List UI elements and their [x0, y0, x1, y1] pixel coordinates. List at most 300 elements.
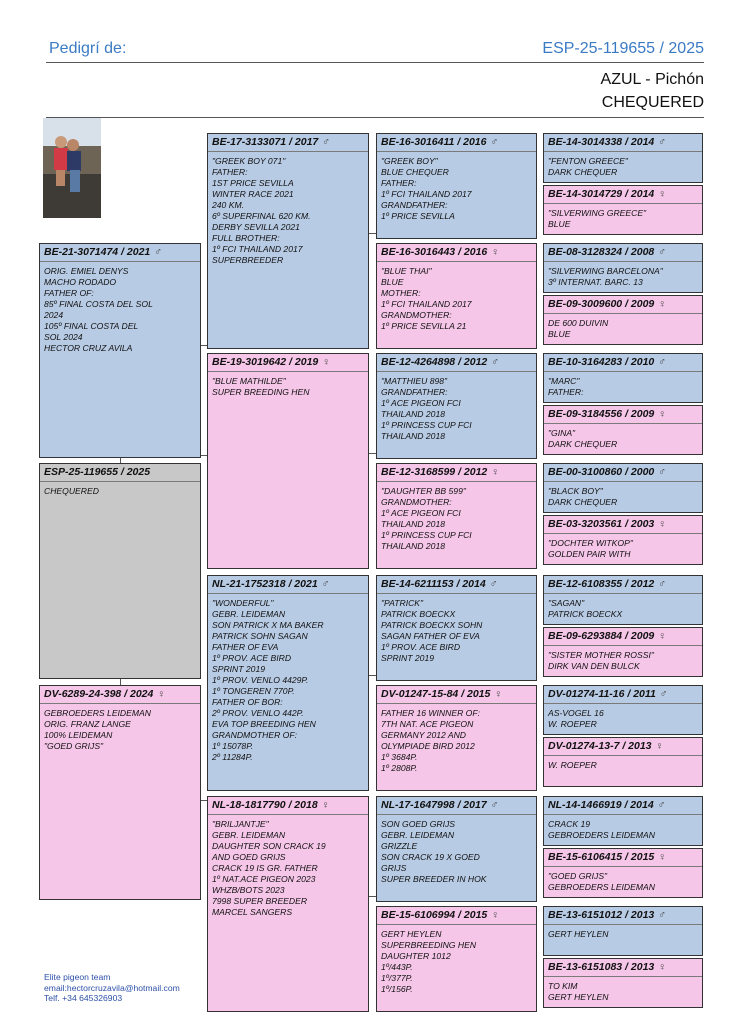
great-great-grandparent-info: [544, 815, 702, 841]
great-great-grandparent-info-line: DIRK VAN DEN BULCK: [548, 661, 640, 671]
great-grandparent-info-line: SUPER BREEDER IN HOK: [381, 874, 487, 884]
female-symbol-icon: ♀: [491, 246, 500, 258]
tree-connector-line: [369, 675, 376, 676]
great-great-grandparent-info-line: PATRICK BOECKX: [548, 609, 623, 619]
sire-ring-text: BE-21-3071474 / 2021: [44, 246, 151, 258]
great-grandparent-info-line: GRANDFATHER:: [381, 387, 448, 397]
great-grandparent-info: [377, 482, 536, 552]
great-great-grandparent-info-line: "MARC": [548, 376, 580, 386]
grandparent-ring-number: [208, 797, 368, 815]
great-grandparent-info-line: 1º/377P.: [381, 973, 413, 983]
grandparent-info-line: FATHER OF BOR:: [212, 697, 283, 707]
great-great-grandparent-info-line: TO KIM: [548, 981, 578, 991]
great-great-grandparent-card: [543, 848, 703, 898]
great-great-grandparent-info: [544, 482, 702, 508]
tree-connector-line: [120, 458, 121, 463]
female-symbol-icon: ♀: [655, 740, 664, 752]
great-grandparent-info-line: 1º FCI THAILAND 2017: [381, 299, 472, 309]
female-symbol-icon: ♀: [491, 466, 500, 478]
great-grandparent-info-line: GERMANY 2012 AND: [381, 730, 467, 740]
great-great-grandparent-card: [543, 405, 703, 455]
header-pattern: CHEQUERED: [601, 94, 704, 111]
great-great-grandparent-ring-text: BE-13-6151012 / 2013: [548, 909, 655, 921]
great-grandparent-info-line: 1º 3684P.: [381, 752, 418, 762]
great-great-grandparent-ring-number: [544, 576, 702, 594]
great-grandparent-ring-number: [377, 797, 536, 815]
great-great-grandparent-ring-text: BE-08-3128324 / 2008: [548, 246, 655, 258]
great-grandparent-ring-number: [377, 907, 536, 925]
great-great-grandparent-info: [544, 756, 702, 771]
great-great-grandparent-ring-number: [544, 464, 702, 482]
great-great-grandparent-ring-number: [544, 406, 702, 424]
great-grandparent-info-line: 1º ACE PIGEON FCI: [381, 398, 461, 408]
great-grandparent-ring-number: [377, 576, 536, 594]
sire-info: [40, 262, 200, 354]
great-grandparent-info-line: SUPERBREEDING HEN: [381, 940, 477, 950]
great-great-grandparent-info: [544, 704, 702, 730]
grandparent-info-line: 1º PROV. VENLO 4429P.: [212, 675, 309, 685]
great-grandparent-info: [377, 152, 536, 222]
grandparent-info-line: SON PATRICK X MA BAKER: [212, 620, 324, 630]
grandparent-info: [208, 372, 368, 398]
tree-connector-line: [201, 800, 207, 801]
great-great-grandparent-info: [544, 867, 702, 893]
great-great-grandparent-info: [544, 594, 702, 620]
pedigree-title: Pedigrí de:: [49, 40, 127, 57]
grandparent-info-line: FATHER OF EVA: [212, 642, 279, 652]
great-grandparent-info-line: "MATTHIEU 898": [381, 376, 448, 386]
great-grandparent-info: [377, 704, 536, 774]
female-symbol-icon: ♀: [494, 688, 503, 700]
grandparent-info-line: "BLUE MATHILDE": [212, 376, 286, 386]
great-great-grandparent-card: [543, 685, 703, 735]
great-great-grandparent-info: [544, 204, 702, 230]
great-grandparent-info: [377, 594, 536, 664]
grandparent-info-line: GEBR. LEIDEMAN: [212, 609, 286, 619]
tree-connector-line: [201, 345, 207, 346]
great-grandparent-info-line: "GREEK BOY": [381, 156, 438, 166]
great-great-grandparent-ring-text: BE-14-3014338 / 2014: [548, 136, 655, 148]
grandparent-info-line: 2º PROV. VENLO 442P.: [212, 708, 304, 718]
grandparent-info-line: CRACK 19 IS GR. FATHER: [212, 863, 318, 873]
great-great-grandparent-info-line: W. ROEPER: [548, 719, 597, 729]
subject-pattern: CHEQUERED: [44, 486, 99, 496]
female-symbol-icon: ♀: [322, 356, 331, 368]
great-great-grandparent-info-line: "DOCHTER WITKOP": [548, 538, 633, 548]
great-grandparent-card: [376, 353, 537, 459]
great-grandparent-ring-number: [377, 244, 536, 262]
great-grandparent-ring-text: BE-14-6211153 / 2014: [381, 578, 486, 590]
header-ring-number: ESP-25-119655 / 2025: [542, 40, 704, 57]
great-grandparent-info-line: "DAUGHTER BB 599": [381, 486, 466, 496]
sire-info-line: 85º FINAL COSTA DEL SOL: [44, 299, 153, 309]
great-grandparent-info-line: 1º/156P.: [381, 984, 413, 994]
great-grandparent-info-line: BLUE CHEQUER: [381, 167, 449, 177]
great-grandparent-info-line: SPRINT 2019: [381, 653, 435, 663]
grandparent-ring-text: BE-17-3133071 / 2017: [212, 136, 319, 148]
great-great-grandparent-ring-number: [544, 134, 702, 152]
sire-info-line: SOL 2024: [44, 332, 83, 342]
great-grandparent-card: [376, 243, 537, 349]
female-symbol-icon: ♀: [658, 408, 667, 420]
sire-info-line: ORIG. EMIEL DENYS: [44, 266, 129, 276]
great-great-grandparent-ring-number: [544, 244, 702, 262]
great-great-grandparent-ring-text: BE-12-6108355 / 2012: [548, 578, 655, 590]
great-great-grandparent-info: [544, 152, 702, 178]
great-great-grandparent-card: [543, 906, 703, 956]
great-grandparent-info-line: SON GOED GRIJS: [381, 819, 456, 829]
sire-info-line: FATHER OF:: [44, 288, 94, 298]
grandparent-info-line: WHZB/BOTS 2023: [212, 885, 285, 895]
dam-info-line: ORIG. FRANZ LANGE: [44, 719, 131, 729]
great-great-grandparent-card: [543, 353, 703, 403]
grandparent-info-line: FATHER:: [212, 167, 248, 177]
great-grandparent-card: [376, 575, 537, 681]
grandparent-info-line: DAUGHTER SON CRACK 19: [212, 841, 326, 851]
grandparent-card: [207, 353, 369, 569]
great-great-grandparent-info: [544, 534, 702, 560]
great-great-grandparent-info-line: GEBROEDERS LEIDEMAN: [548, 882, 655, 892]
great-grandparent-info-line: 1º/443P.: [381, 962, 413, 972]
great-great-grandparent-ring-text: BE-14-3014729 / 2014: [548, 188, 655, 200]
great-grandparent-card: [376, 133, 537, 239]
great-great-grandparent-ring-number: [544, 186, 702, 204]
great-great-grandparent-info-line: "FENTON GREECE": [548, 156, 628, 166]
great-grandparent-card: [376, 463, 537, 569]
male-symbol-icon: ♂: [657, 799, 666, 811]
great-great-grandparent-ring-number: [544, 354, 702, 372]
grandparent-ring-number: [208, 134, 368, 152]
grandparent-info-line: 1º 15078P.: [212, 741, 254, 751]
great-great-grandparent-ring-number: [544, 738, 702, 756]
male-symbol-icon: ♂: [154, 246, 163, 258]
sire-info-line: 2024: [44, 310, 64, 320]
great-grandparent-info-line: GEBR. LEIDEMAN: [381, 830, 455, 840]
great-grandparent-info-line: 1º PRICE SEVILLA 21: [381, 321, 467, 331]
subject-card: [39, 463, 201, 679]
great-great-grandparent-card: [543, 627, 703, 677]
great-great-grandparent-info-line: "SISTER MOTHER ROSSI": [548, 650, 654, 660]
pedigree-sheet: [6, 0, 744, 1024]
great-great-grandparent-info-line: DARK CHEQUER: [548, 497, 618, 507]
dam-ring-text: DV-6289-24-398 / 2024: [44, 688, 154, 700]
great-grandparent-info-line: GRANDFATHER:: [381, 200, 448, 210]
grandparent-info-line: 1º NAT.ACE PIGEON 2023: [212, 874, 316, 884]
header-divider: [46, 62, 704, 63]
grandparent-card: [207, 796, 369, 1012]
sire-card: [39, 243, 201, 458]
dam-card: [39, 685, 201, 900]
grandparent-info-line: 1º TONGEREN 770P.: [212, 686, 295, 696]
great-great-grandparent-card: [543, 796, 703, 846]
male-symbol-icon: ♂: [490, 136, 499, 148]
great-grandparent-info-line: 1º 2808P.: [381, 763, 418, 773]
great-great-grandparent-info-line: "GINA": [548, 428, 576, 438]
grandparent-info-line: MARCEL SANGERS: [212, 907, 293, 917]
grandparent-info-line: WINTER RACE 2021: [212, 189, 294, 199]
great-grandparent-card: [376, 906, 537, 1012]
great-grandparent-info-line: 1º PRINCESS CUP FCI: [381, 420, 472, 430]
female-symbol-icon: ♀: [658, 188, 667, 200]
tree-connector-line: [369, 233, 376, 234]
great-great-grandparent-info: [544, 925, 702, 940]
grandparent-info-line: 1º FCI THAILAND 2017: [212, 244, 303, 254]
great-grandparent-info-line: GERT HEYLEN: [381, 929, 442, 939]
grandparent-info-line: 1º PROV. ACE BIRD: [212, 653, 292, 663]
sire-ring-number: [40, 244, 200, 262]
great-grandparent-card: [376, 796, 537, 902]
great-grandparent-info-line: SON CRACK 19 X GOED: [381, 852, 480, 862]
grandparent-info-line: FULL BROTHER:: [212, 233, 280, 243]
grandparent-info-line: GRANDMOTHER OF:: [212, 730, 297, 740]
great-great-grandparent-info-line: GERT HEYLEN: [548, 929, 609, 939]
male-symbol-icon: ♂: [489, 578, 498, 590]
great-great-grandparent-info-line: "BLACK BOY": [548, 486, 603, 496]
female-symbol-icon: ♀: [658, 630, 667, 642]
male-symbol-icon: ♂: [658, 356, 667, 368]
great-grandparent-info-line: MOTHER:: [381, 288, 421, 298]
grandparent-info-line: DERBY SEVILLA 2021: [212, 222, 300, 232]
great-great-grandparent-info-line: GOLDEN PAIR WITH: [548, 549, 631, 559]
grandparent-info: [208, 152, 368, 266]
great-great-grandparent-info-line: DARK CHEQUER: [548, 439, 618, 449]
grandparent-info: [208, 815, 368, 918]
great-grandparent-info-line: THAILAND 2018: [381, 541, 446, 551]
great-great-grandparent-ring-number: [544, 907, 702, 925]
female-symbol-icon: ♀: [658, 518, 667, 530]
great-great-grandparent-info: [544, 646, 702, 672]
great-grandparent-info: [377, 372, 536, 442]
grandparent-card: [207, 133, 369, 349]
great-grandparent-info-line: SAGAN FATHER OF EVA: [381, 631, 480, 641]
great-great-grandparent-info-line: "GOED GRIJS": [548, 871, 608, 881]
great-great-grandparent-info: [544, 372, 702, 398]
great-grandparent-info-line: 1º PROV. ACE BIRD: [381, 642, 461, 652]
grandparent-ring-text: BE-19-3019642 / 2019: [212, 356, 319, 368]
tree-connector-line: [201, 455, 207, 456]
female-symbol-icon: ♀: [491, 909, 500, 921]
great-great-grandparent-ring-number: [544, 797, 702, 815]
great-grandparent-info-line: PATRICK BOECKX: [381, 609, 456, 619]
male-symbol-icon: ♂: [658, 246, 667, 258]
great-great-grandparent-ring-number: [544, 516, 702, 534]
great-great-grandparent-info: [544, 314, 702, 340]
female-symbol-icon: ♀: [658, 298, 667, 310]
great-grandparent-info: [377, 925, 536, 995]
great-grandparent-info-line: 1º FCI THAILAND 2017: [381, 189, 472, 199]
great-great-grandparent-info-line: "SILVERWING GREECE": [548, 208, 647, 218]
great-grandparent-info-line: "PATRICK": [381, 598, 424, 608]
grandparent-info-line: "WONDERFUL": [212, 598, 274, 608]
grandparent-info-line: SUPER BREEDING HEN: [212, 387, 310, 397]
great-grandparent-info-line: THAILAND 2018: [381, 431, 446, 441]
sire-info-line: MACHO RODADO: [44, 277, 117, 287]
great-great-grandparent-ring-text: BE-13-6151083 / 2013: [548, 961, 655, 973]
great-great-grandparent-ring-text: BE-00-3100860 / 2000: [548, 466, 655, 478]
great-grandparent-info-line: GRANDMOTHER:: [381, 310, 452, 320]
grandparent-info-line: PATRICK SOHN SAGAN: [212, 631, 308, 641]
male-symbol-icon: ♂: [321, 578, 330, 590]
female-symbol-icon: ♀: [658, 851, 667, 863]
tree-connector-line: [120, 679, 121, 685]
great-grandparent-info-line: THAILAND 2018: [381, 409, 446, 419]
great-great-grandparent-card: [543, 243, 703, 293]
great-great-grandparent-info: [544, 424, 702, 450]
great-great-grandparent-info-line: DARK CHEQUER: [548, 167, 618, 177]
great-grandparent-ring-text: NL-17-1647998 / 2017: [381, 799, 487, 811]
male-symbol-icon: ♂: [658, 578, 667, 590]
header-color: AZUL - Pichón: [600, 71, 704, 88]
great-grandparent-info: [377, 815, 536, 885]
grandparent-card: [207, 575, 369, 791]
great-great-grandparent-info-line: GERT HEYLEN: [548, 992, 609, 1002]
grandparent-ring-text: NL-18-1817790 / 2018: [212, 799, 318, 811]
grandparent-info-line: 6º SUPERFINAL 620 KM.: [212, 211, 311, 221]
great-great-grandparent-card: [543, 463, 703, 513]
great-great-grandparent-ring-text: DV-01274-13-7 / 2013: [548, 740, 652, 752]
great-great-grandparent-info-line: BLUE: [548, 329, 571, 339]
great-great-grandparent-info-line: W. ROEPER: [548, 760, 597, 770]
great-great-grandparent-card: [543, 515, 703, 565]
great-great-grandparent-ring-number: [544, 686, 702, 704]
great-great-grandparent-ring-number: [544, 849, 702, 867]
male-symbol-icon: ♂: [658, 466, 667, 478]
great-grandparent-info-line: DAUGHTER 1012: [381, 951, 451, 961]
great-grandparent-info-line: PATRICK BOECKX SOHN: [381, 620, 483, 630]
great-great-grandparent-info: [544, 977, 702, 1003]
grandparent-info-line: AND GOED GRIJS: [212, 852, 286, 862]
great-great-grandparent-card: [543, 295, 703, 345]
great-great-grandparent-card: [543, 958, 703, 1008]
great-great-grandparent-ring-text: BE-09-3184556 / 2009: [548, 408, 655, 420]
great-grandparent-info-line: GRIZZLE: [381, 841, 418, 851]
grandparent-info-line: 7998 SUPER BREEDER: [212, 896, 308, 906]
great-great-grandparent-info-line: "SAGAN": [548, 598, 585, 608]
grandparent-info-line: SUPERBREEDER: [212, 255, 284, 265]
tree-connector-line: [369, 896, 376, 897]
great-grandparent-ring-text: BE-15-6106994 / 2015: [381, 909, 488, 921]
breeder-contact: [44, 972, 180, 1004]
great-grandparent-info: [377, 262, 536, 332]
great-great-grandparent-ring-text: BE-09-6293884 / 2009: [548, 630, 655, 642]
great-great-grandparent-ring-number: [544, 628, 702, 646]
great-grandparent-ring-number: [377, 354, 536, 372]
grandparent-info-line: "GREEK BOY 071": [212, 156, 286, 166]
sire-info-line: 105º FINAL COSTA DEL: [44, 321, 139, 331]
male-symbol-icon: ♂: [658, 136, 667, 148]
great-grandparent-ring-text: BE-16-3016411 / 2016: [381, 136, 487, 148]
great-grandparent-info-line: THAILAND 2018: [381, 519, 446, 529]
great-grandparent-info-line: 1º ACE PIGEON FCI: [381, 508, 461, 518]
male-symbol-icon: ♂: [322, 136, 331, 148]
great-grandparent-info-line: FATHER:: [381, 178, 417, 188]
great-grandparent-card: [376, 685, 537, 791]
great-grandparent-ring-text: BE-16-3016443 / 2016: [381, 246, 488, 258]
dam-info-line: GEBROEDERS LEIDEMAN: [44, 708, 151, 718]
great-great-grandparent-info-line: 3º INTERNAT. BARC. 13: [548, 277, 643, 287]
great-grandparent-info-line: "BLUE THAI": [381, 266, 432, 276]
great-grandparent-info-line: GRIJS: [381, 863, 407, 873]
tree-connector-line: [369, 453, 376, 454]
dam-ring-number: [40, 686, 200, 704]
contact-phone: Telf. +34 645326903: [44, 993, 123, 1003]
great-great-grandparent-ring-text: BE-03-3203561 / 2003: [548, 518, 655, 530]
great-grandparent-info-line: 1º PRINCESS CUP FCI: [381, 530, 472, 540]
grandparent-info-line: 2º 11284P.: [212, 752, 253, 762]
great-grandparent-ring-text: BE-12-4264898 / 2012: [381, 356, 488, 368]
dam-info-line: "GOED GRIJS": [44, 741, 104, 751]
male-symbol-icon: ♂: [658, 909, 667, 921]
grandparent-info-line: GEBR. LEIDEMAN: [212, 830, 286, 840]
sire-info-line: HECTOR CRUZ AVILA: [44, 343, 133, 353]
subject-ring-number: ESP-25-119655 / 2025: [40, 464, 200, 482]
great-grandparent-info-line: OLYMPIADE BIRD 2012: [381, 741, 475, 751]
subject-info: [40, 482, 200, 497]
great-great-grandparent-ring-text: BE-10-3164283 / 2010: [548, 356, 655, 368]
grandparent-ring-number: [208, 354, 368, 372]
grandparent-ring-number: [208, 576, 368, 594]
great-grandparent-info-line: GRANDMOTHER:: [381, 497, 452, 507]
male-symbol-icon: ♂: [490, 799, 499, 811]
great-great-grandparent-card: [543, 133, 703, 183]
great-great-grandparent-info: [544, 262, 702, 288]
grandparent-info-line: EVA TOP BREEDING HEN: [212, 719, 316, 729]
great-grandparent-ring-text: DV-01247-15-84 / 2015: [381, 688, 491, 700]
grandparent-ring-text: NL-21-1752318 / 2021: [212, 578, 318, 590]
great-grandparent-ring-number: [377, 464, 536, 482]
great-great-grandparent-ring-number: [544, 296, 702, 314]
great-great-grandparent-card: [543, 185, 703, 235]
female-symbol-icon: ♀: [321, 799, 330, 811]
great-great-grandparent-card: [543, 737, 703, 787]
grandparent-info-line: "BRILJANTJE": [212, 819, 269, 829]
header-divider-lower: [46, 117, 704, 118]
great-great-grandparent-info-line: DE 600 DUIVIN: [548, 318, 609, 328]
great-great-grandparent-card: [543, 575, 703, 625]
great-grandparent-ring-number: [377, 134, 536, 152]
dam-info-line: 100% LEIDEMAN: [44, 730, 113, 740]
great-great-grandparent-ring-text: BE-09-3009600 / 2009: [548, 298, 655, 310]
male-symbol-icon: ♂: [659, 688, 668, 700]
great-grandparent-info-line: 1º PRICE SEVILLA: [381, 211, 455, 221]
great-great-grandparent-info-line: GEBROEDERS LEIDEMAN: [548, 830, 655, 840]
great-great-grandparent-info-line: AS-VOGEL 16: [548, 708, 604, 718]
great-great-grandparent-ring-number: [544, 959, 702, 977]
male-symbol-icon: ♂: [491, 356, 500, 368]
great-great-grandparent-ring-text: DV-01274-11-16 / 2011: [548, 688, 656, 700]
great-great-grandparent-info-line: CRACK 19: [548, 819, 591, 829]
female-symbol-icon: ♀: [157, 688, 166, 700]
female-symbol-icon: ♀: [658, 961, 667, 973]
great-great-grandparent-ring-text: NL-14-1466919 / 2014: [548, 799, 654, 811]
great-grandparent-ring-text: BE-12-3168599 / 2012: [381, 466, 488, 478]
great-great-grandparent-info-line: BLUE: [548, 219, 571, 229]
great-great-grandparent-info-line: FATHER:: [548, 387, 584, 397]
grandparent-info-line: 1ST PRICE SEVILLA: [212, 178, 294, 188]
great-grandparent-info-line: 7TH NAT. ACE PIGEON: [381, 719, 474, 729]
great-great-grandparent-info-line: "SILVERWING BARCELONA": [548, 266, 663, 276]
grandparent-info-line: SPRINT 2019: [212, 664, 266, 674]
great-grandparent-info-line: BLUE: [381, 277, 404, 287]
dam-info: [40, 704, 200, 752]
great-grandparent-info-line: FATHER 16 WINNER OF:: [381, 708, 480, 718]
contact-email: email:hectorcruzavila@hotmail.com: [44, 982, 180, 993]
grandparent-info: [208, 594, 368, 763]
team-name: Elite pigeon team: [44, 972, 111, 982]
grandparent-info-line: 240 KM.: [212, 200, 245, 210]
great-grandparent-ring-number: [377, 686, 536, 704]
great-great-grandparent-ring-text: BE-15-6106415 / 2015: [548, 851, 655, 863]
